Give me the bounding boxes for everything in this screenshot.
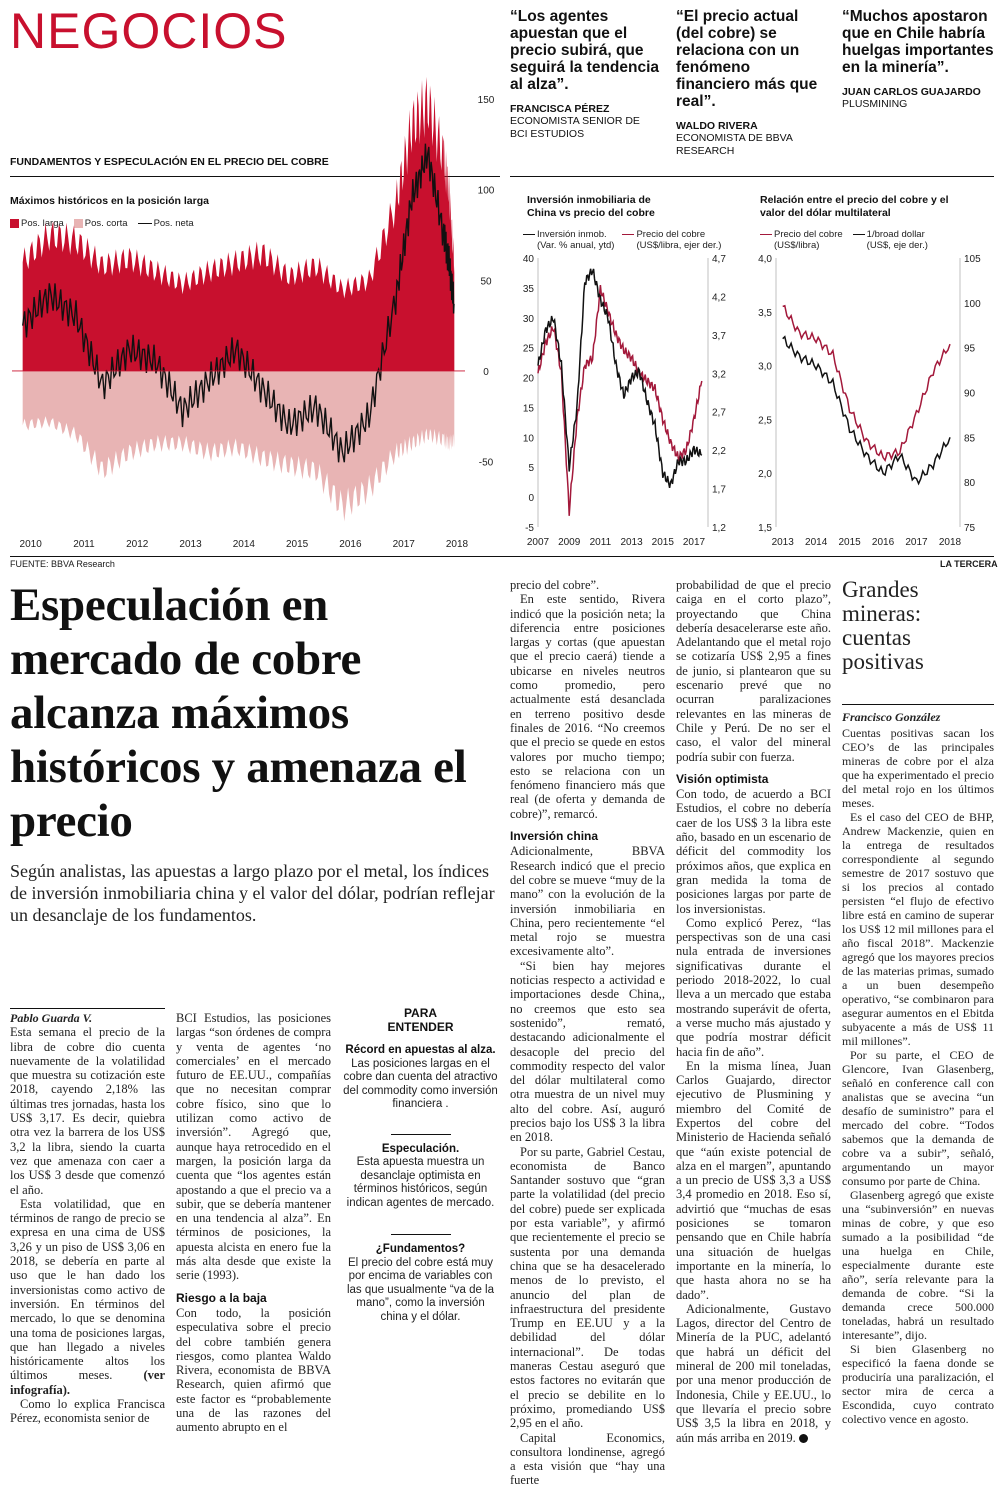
sidebar-rule bbox=[842, 704, 994, 705]
paragraph: Esta volatilidad, que en términos de rango de precio se expresa en una cima de US$ 3,26 y un piso de US$ 3,06 en 2018, se debería en parte al uso que le han dado los inversionistas como activo de inversión. En términos del mercado, lo que se denomina una toma de posiciones largas, que han llegado a niveles históricamente altos los últimos meses. (ver infografía). bbox=[10, 1196, 165, 1397]
byline-rule bbox=[10, 1008, 165, 1009]
y-left-tick-label: 5 bbox=[528, 463, 534, 475]
legend-item: 1/broad dollar (US$, eje der.) bbox=[853, 229, 928, 251]
end-mark-icon bbox=[799, 1434, 808, 1443]
broad-dollar-line bbox=[783, 337, 950, 484]
y-right-tick-label: 105 bbox=[964, 254, 981, 265]
quote-role: ECONOMISTA DE BBVA RESEARCH bbox=[676, 132, 793, 157]
y-left-tick-label: 35 bbox=[522, 283, 534, 295]
x-tick-label: 2017 bbox=[682, 537, 706, 548]
y-left-tick-label: 1,5 bbox=[758, 523, 772, 534]
paragraph: precio del cobre”. bbox=[510, 578, 600, 592]
subhead: Inversión china bbox=[510, 829, 599, 844]
y-left-tick-label: 20 bbox=[522, 373, 534, 385]
paragraph: Si bien Glasenberg no especificó la faena donde se produciría una paralización, el sector mira de cerca a Escondida, cuyo contrato colectivo vence en agosto. bbox=[842, 1342, 994, 1426]
paragraph: Con todo, de acuerdo a BCI Estudios, el cobre no debería caer de los US$ 3 la libra este año, basado en un escenario de déficit del commodity los próximos años, que explica en gran medida la toma de posiciones largas por parte de los inversionistas. bbox=[676, 787, 831, 916]
x-tick-label: 2013 bbox=[620, 537, 643, 548]
x-tick-label: 2007 bbox=[526, 537, 550, 548]
legend-item: Precio del cobre (US$/libra, ejer der.) bbox=[622, 229, 721, 251]
x-tick-label: 2014 bbox=[805, 537, 828, 548]
x-tick-label: 2016 bbox=[339, 539, 362, 550]
quote-text: “Muchos apostaron que en Chile habría huelgas importantes en la minería”. bbox=[842, 8, 994, 76]
chart2-title: Inversión inmobiliaria de China vs precio del cobre bbox=[527, 194, 655, 219]
legend-item: Pos. corta bbox=[74, 218, 128, 229]
chart2-legend bbox=[523, 229, 738, 251]
y-left-tick-label: 40 bbox=[522, 254, 534, 265]
section-title: NEGOCIOS bbox=[10, 3, 288, 59]
y-right-tick-label: 3,2 bbox=[712, 369, 726, 381]
y-tick-label: 100 bbox=[477, 185, 495, 197]
quote-text: “El precio actual (del cobre) se relaciona con un fenómeno financiero más que real”. bbox=[676, 8, 818, 110]
subhead: Riesgo a la baja bbox=[176, 1290, 267, 1305]
quote-1 bbox=[510, 8, 660, 141]
x-tick-label: 2014 bbox=[232, 539, 255, 550]
article-col-4 bbox=[510, 578, 665, 1488]
paragraph: Como lo explica Francisca Pérez, economista senior de bbox=[10, 1397, 165, 1426]
quote-role: ECONOMISTA SENIOR DE BCI ESTUDIOS bbox=[510, 115, 640, 140]
article-deck: Según analistas, las apuestas a largo plazo por el metal, los índices de inversión inmobiliaria china y el valor del dólar, podrían reflejar un desanclaje de los fundamentos. bbox=[10, 861, 495, 925]
x-tick-label: 2013 bbox=[179, 539, 202, 550]
y-right-tick-label: 4,7 bbox=[712, 254, 726, 265]
paragraph: probabilidad de que el precio caiga en el corto plazo”, proyectando que China debería desacelerarse este año. Adelantando que el metal rojo se cotizaría US$ 2,95 a fines de junio, si plantearon que su escenario prevé que no ocurran paralizaciones relevantes en las mineras de Chile y Perú. De no ser el caso, el valor del mineral podría subir con fuerza. bbox=[676, 578, 831, 764]
para-entender-title: PARA ENTENDER bbox=[387, 1006, 454, 1034]
x-tick-label: 2017 bbox=[905, 537, 928, 548]
para-entender-item: Récord en apuestas al alza. Las posiciones largas en el cobre dan cuenta del atractivo del commodity como inversión financiera . bbox=[343, 1044, 498, 1110]
y-tick-label: -50 bbox=[478, 457, 494, 469]
copper-price-line bbox=[783, 306, 950, 461]
x-tick-label: 2010 bbox=[19, 539, 42, 550]
subhead: Visión optimista bbox=[676, 771, 769, 786]
x-tick-label: 2015 bbox=[651, 537, 674, 548]
y-right-tick-label: 100 bbox=[964, 298, 981, 310]
paragraph: BCI Estudios, las posiciones largas “son órdenes de compra y venta de agentes ‘no comerciales’ en el mercado futuro de EE.UU., compañías que no necesitan comprar cobre físico, sino que lo utilizan como activo de inversión”. Agregó que, aunque haya retrocedido en el margen, la posición larga da cuenta que “los agentes están apostando a que el precio va a subir, que se debería mantener en una tendencia al alza”. En términos de posiciones, la apuesta alcista en enero fue la más alta desde que existe la serie (1993). bbox=[176, 1011, 331, 1283]
quote-3 bbox=[842, 8, 994, 111]
y-left-tick-label: 30 bbox=[522, 313, 534, 325]
y-right-tick-label: 90 bbox=[964, 388, 976, 400]
x-tick-label: 2011 bbox=[589, 537, 612, 548]
paragraph: Esta semana el precio de la libra de cobre dio cuenta nuevamente de la volatilidad que muestra su cotización este 2018, cayendo 2,18% las últimas tres jornadas, hasta los US$ 3,17. Es decir, quiebra otra vez la barrera de los US$ 3,2 la libra, siendo la cuarta vez que amenaza con caer a los US$ 3 desde que comenzó el año. bbox=[10, 1025, 165, 1197]
quote-name: FRANCISCA PÉREZ bbox=[510, 103, 610, 115]
x-tick-label: 2016 bbox=[871, 537, 895, 548]
quote-role: PLUSMINING bbox=[842, 98, 908, 110]
x-tick-label: 2009 bbox=[558, 537, 581, 548]
quote-name: JUAN CARLOS GUAJARDO bbox=[842, 86, 981, 98]
byline: Pablo Guarda V. bbox=[10, 1011, 93, 1025]
paragraph: Es el caso del CEO de BHP, Andrew Mackenzie, quien en la entrega de resultados correspondiente al segundo semestre de 2017 sostuvo que si los precios al contado persisten “el flujo de efectivo libre está en camino de superar los US$ 12 mil millones para el año fiscal 2018”. Mackenzie agregó que los mayores precios de las materias primas, sumado a un buen desempeño operativo, “se combinaron para asegurar aumentos en el Ebitda subyacente a más de US$ 11 mil millones”. bbox=[842, 810, 994, 1048]
x-tick-label: 2018 bbox=[445, 539, 469, 550]
article-col-2 bbox=[176, 1011, 331, 1435]
paragraph: Capital Economics, consultora londinense, agregó a esta visión que “hay una fuerte bbox=[510, 1430, 665, 1488]
para-entender-item: ¿Fundamentos? El precio del cobre está muy por encima de variables con las que usualmente “va de la mano”, como la inversión china y el dólar. bbox=[346, 1243, 495, 1323]
chart-dollar bbox=[746, 250, 996, 550]
legend-item: Inversión inmob. (Var. % anual, ytd) bbox=[523, 229, 614, 251]
y-right-tick-label: 4,2 bbox=[712, 292, 726, 304]
paragraph: Por su parte, el CEO de Glencore, Ivan Glasenberg, señaló en conference call con analistas que se avecina “un desafío de suministro” para el mercado del cobre. “Todos sabemos que la demanda de cobre va a subir”, señaló, argumentando un mayor consumo por parte de China. bbox=[842, 1048, 994, 1188]
y-tick-label: 50 bbox=[480, 276, 492, 288]
x-tick-label: 2011 bbox=[73, 539, 95, 550]
credit: LA TERCERA bbox=[940, 559, 998, 569]
chart3-legend bbox=[760, 229, 995, 251]
y-right-tick-label: 85 bbox=[964, 433, 976, 445]
y-right-tick-label: 95 bbox=[964, 343, 976, 355]
infographic-rule-right bbox=[510, 176, 994, 177]
x-tick-label: 2017 bbox=[392, 539, 415, 550]
y-right-tick-label: 1,7 bbox=[712, 484, 726, 496]
para-entender-item: Especulación. Esta apuesta muestra un desanclaje optimista en términos históricos, según indican agentes de mercado. bbox=[346, 1142, 495, 1209]
y-right-tick-label: 1,2 bbox=[712, 523, 726, 534]
article-col-1 bbox=[10, 1011, 165, 1426]
paragraph: Adicionalmente, BBVA Research indicó que el precio del cobre se mueve “muy de la mano” con la evolución de la inversión inmobiliaria en China, pero recientemente “el metal rojo se muestra excesivamente alto”. bbox=[510, 844, 665, 959]
paragraph: Cuentas positivas sacan los CEO’s de las principales mineras de cobre por el alza que ha experimentado el precio del metal rojo en los últimos meses. bbox=[842, 726, 994, 810]
y-left-tick-label: 4,0 bbox=[758, 254, 772, 265]
y-left-tick-label: 0 bbox=[528, 493, 534, 505]
paragraph: “Si bien hay mejores noticias respecto a actividad e importaciones desde China,, no creemos que esto sea sostenido”, remató, destacando adicionalmente el desacople del precio del commodity respecto del valor del dólar multilateral como otra muestra de un nivel muy alto del cobre. Así, auguró precios bajo los US$ 3 la libra en 2018. bbox=[510, 958, 665, 1145]
legend-item: Pos. neta bbox=[138, 218, 194, 229]
short-position-area bbox=[23, 371, 455, 522]
infographic-title: FUNDAMENTOS Y ESPECULACIÓN EN EL PRECIO DEL COBRE bbox=[10, 156, 329, 168]
x-tick-label: 2018 bbox=[938, 537, 962, 548]
sidebar-byline: Francisco González bbox=[842, 710, 941, 724]
source: FUENTE: BBVA Research bbox=[10, 559, 115, 569]
y-tick-label: 150 bbox=[477, 95, 495, 107]
legend-item: Precio del cobre (US$/libra) bbox=[760, 229, 843, 251]
y-right-tick-label: 3,7 bbox=[712, 330, 726, 342]
y-right-tick-label: 80 bbox=[964, 478, 976, 490]
article-headline: Especulación en mercado de cobre alcanza máximos históricos y amenaza el precio bbox=[10, 579, 467, 847]
y-left-tick-label: 2,5 bbox=[758, 415, 772, 427]
y-left-tick-label: 10 bbox=[522, 433, 534, 445]
paragraph: En este sentido, Rivera indicó que la posición neta; la diferencia entre posiciones largas y cortas (que apuestan que el precio caerá) tiende a ubicarse en niveles neutros como promedio, pero actualmente está desanclada en terreno positivo desde finales de 2016. “No creemos que el precio se quede en estos valores por mucho tiempo; esto se relaciona con un fenómeno financiero más que real (de oferta y demanda de cobre)”, remarcó. bbox=[510, 592, 665, 821]
y-left-tick-label: -5 bbox=[525, 523, 534, 534]
chart1-title: Máximos históricos en la posición larga bbox=[10, 195, 209, 207]
legend-item: Pos. larga bbox=[10, 218, 64, 229]
infographic-bottom-rule bbox=[10, 556, 994, 557]
y-left-tick-label: 2,0 bbox=[758, 469, 772, 481]
article-col-5 bbox=[676, 578, 831, 1445]
y-left-tick-label: 25 bbox=[522, 343, 534, 355]
y-left-tick-label: 3,5 bbox=[758, 307, 772, 319]
x-tick-label: 2012 bbox=[126, 539, 149, 550]
y-right-tick-label: 2,7 bbox=[712, 407, 726, 419]
y-right-tick-label: 75 bbox=[964, 523, 976, 534]
x-tick-label: 2013 bbox=[771, 537, 794, 548]
x-tick-label: 2015 bbox=[285, 539, 309, 550]
quote-text: “Los agentes apuestan que el precio subirá, que seguirá la tendencia al alza”. bbox=[510, 8, 660, 93]
chart-positions bbox=[10, 80, 500, 550]
chart3-title: Relación entre el precio del cobre y el valor del dólar multilateral bbox=[760, 194, 949, 219]
quote-name: WALDO RIVERA bbox=[676, 120, 758, 132]
paragraph: Glasenberg agregó que existe una “subinversión” en nuevas minas de cobre, y que eso sumado a la posibilidad “de una huelga en Chile, especialmente durante este año”, sería relevante para la demanda de cobre. “Si la demanda crece 500.000 toneladas, habrá un resultado interesante”, dijo. bbox=[842, 1188, 994, 1342]
y-right-tick-label: 2,2 bbox=[712, 446, 726, 458]
y-tick-label: 0 bbox=[483, 366, 489, 378]
paragraph: En la misma línea, Juan Carlos Guajardo, director ejecutivo de Plusmining y miembro del Comité de Expertos del cobre del Ministerio de Hacienda señaló que “aún existe potencial de alza en el margen”, apuntando a un precio de US$ 3,3 a US$ 3,4 promedio en 2018. Eso sí, advirtió que “muchas de esas posiciones se tomaron pensando que en Chile habría una situación de huelgas importante en la minería, lo que hasta ahora no se ha dado”. bbox=[676, 1058, 831, 1302]
sidebar-title: Grandes mineras: cuentas positivas bbox=[842, 577, 924, 674]
quote-2 bbox=[676, 8, 828, 158]
x-tick-label: 2015 bbox=[838, 537, 861, 548]
y-left-tick-label: 15 bbox=[522, 403, 534, 415]
chart-china-investment bbox=[508, 250, 744, 550]
sidebar-body bbox=[842, 710, 994, 1426]
paragraph: Por su parte, Gabriel Cestau, economista de Banco Santander sostuvo que “gran parte la volatilidad (del precio del cobre) puede ser explicada por esta variable”, y afirmó que recientemente el precio se sustenta por una demanda china que se ha desacelerado menos de lo previsto, el anuncio del plan de infraestructura del presidente Trump en EE.UU y a la debilidad del dólar internacional”. De todas maneras Cestau aseguró que estos factores no evitarán que el precio se debilite en lo próximo, promediando US$ 2,95 en el año. bbox=[510, 1144, 665, 1431]
paragraph: Como explicó Perez, “las perspectivas son de una casi nula entrada de inversiones significativas durante el periodo 2018-2022, lo cual lleva a un mercado que estaba mostrando superávit de oferta, a verse mucho más ajustado y que podría mostrar déficit hacia fin de año”. bbox=[676, 915, 831, 1059]
para-entender-box bbox=[342, 1006, 499, 1324]
y-left-tick-label: 3,0 bbox=[758, 361, 772, 373]
paragraph: Adicionalmente, Gustavo Lagos, director del Centro de Minería de la PUC, adelantó que habrá un déficit del mineral de 200 mil toneladas, por una menor producción de Indonesia, Chile y EE.UU., lo que llevaría el precio sobre US$ 3,5 la libra en 2018, y aún más arriba en 2019. bbox=[676, 1301, 831, 1445]
paragraph: Con todo, la posición especulativa sobre el precio del cobre también genera riesgos, como plantea Waldo Rivera, economista de BBVA Research, quien afirmó que este factor es “probablemente una de las razones del aumento abrupto en el bbox=[176, 1305, 331, 1435]
copper-price-line bbox=[538, 285, 702, 516]
